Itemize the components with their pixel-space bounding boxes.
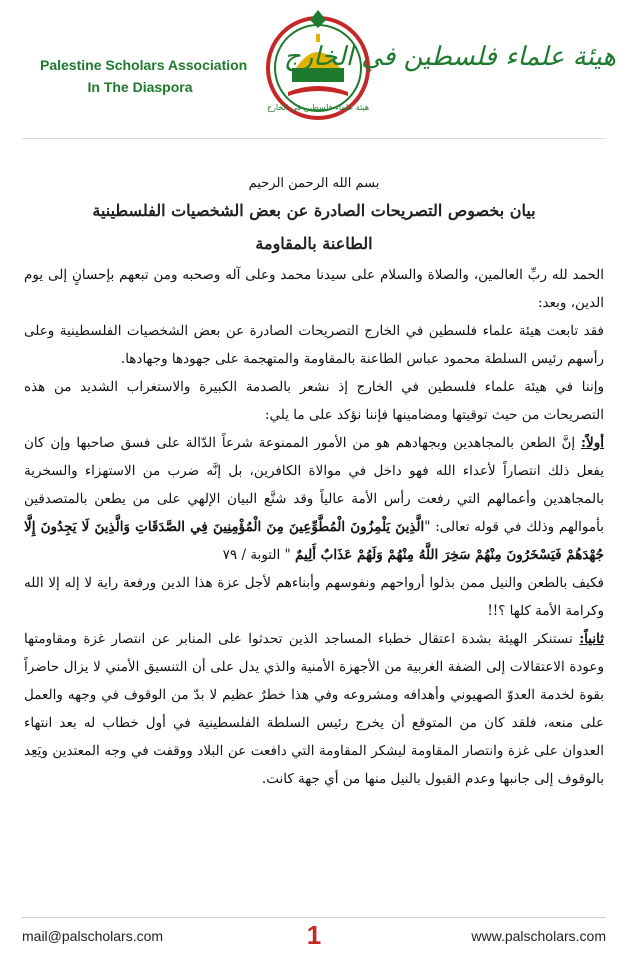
header-divider	[22, 138, 606, 139]
point-first-text: إنَّ الطعن بالمجاهدين وبجهادهم هو من الأمور الممنوعة شرعاً الدّالة على فسق صاحبها وإن كان يفعل ذلك انتصاراً لأعداء الله فهو داخل في موالاة الكافرين، بل إنَّه ضرب من الاستهزاء والسخرية بالمجاهدين وأعمالهم التي رفعت رأس الأمة عالياً وقد شنَّع البيان الإلهي على من يطعن بالمتصدقين بأموالهم وذلك في قوله تعالى: "	[24, 435, 605, 535]
document-body	[24, 261, 604, 793]
basmala: بسم الله الرحمن الرحيم	[248, 176, 380, 191]
paragraph-position: وإننا في هيئة علماء فلسطين في الخارج إذ نشعر بالصدمة الكبيرة والاستغراب الشديد من هذه التصريحات من حيث توقيتها ومضامينها فإننا نؤكد على ما يلي:	[24, 379, 604, 423]
logo-text: هيئة علماء فلسطين في الخارج	[266, 103, 370, 112]
paragraph-statement: فقد تابعت هيئة علماء فلسطين في الخارج التصريحات الصادرة عن بعض الشخصيات الفلسطينية وعلى رأسهم رئيس السلطة محمود عباس الطاعنة بالمقاومة والمتهجمة على جهودها وجهادها.	[24, 323, 604, 367]
point-second	[24, 625, 604, 793]
organization-name-line2: In The Diaspora	[87, 79, 193, 95]
paragraph-question: فكيف بالطعن والنيل ممن بذلوا أرواحهم ونفوسهم وأبناءهم لأجل عزة هذا الدين ورفعة راية لا إله إلا الله وكرامة الأمة كلها ؟!!	[24, 575, 604, 619]
point-first-label: أولاً:	[581, 435, 604, 451]
footer-email: mail@palscholars.com	[22, 928, 164, 944]
page-number: 1	[306, 920, 322, 950]
document-subtitle: الطاعنة بالمقاومة	[255, 234, 373, 253]
organization-name-english	[40, 54, 248, 98]
quran-verse: الَّذِينَ يَلْمِزُونَ الْمُطَّوِّعِينَ مِنَ الْمُؤْمِنِينَ فِي الصَّدَقَاتِ وَالَّذِينَ لَا يَجِدُونَ إِلَّا جُهْدَهُمْ فَيَسْخَرُونَ مِنْهُمْ سَخِرَ اللَّهُ مِنْهُمْ وَلَهُمْ عَذَابٌ أَلِيمٌ	[24, 519, 604, 563]
document-title: بيان بخصوص التصريحات الصادرة عن بعض الشخصيات الفلسطينية	[92, 201, 536, 220]
point-second-label: ثانياً:	[579, 631, 604, 647]
opening-paragraph: الحمد لله ربِّ العالمين، والصلاة والسلام على سيدنا محمد وعلى آله وصحبه ومن تبعهم بإحسانٍ إلى يوم الدين، وبعد:	[24, 267, 604, 311]
point-first	[24, 429, 604, 569]
letterhead	[0, 0, 628, 135]
point-second-text: تستنكر الهيئة بشدة اعتقال خطباء المساجد الذين تحدثوا على المنابر عن انتصار غزة ومقاومتها وعودة الاعتقالات إلى الضفة الغربية من الأجهزة الأمنية والذي يدل على أن التنسيق الأمني لا يزال حاضراً بقوة لخدمة العدوّ الصهيوني وأهدافه ومشروعه وفي هذا خطرٌ عظيم لا بدّ من الوقوف في وجهه والعمل على منعه، فلقد كان من المتوقع أن يخرج رئيس السلطة الفلسطينية في أول خطاب له بعد انتهاء العدوان على غزة وانتصار المقاومة ليشكر المقاومة التي دافعت عن البلاد ووقفت في وجه المعتدين ويَعِد بالوقوف إلى جانبها وعدم القبول بالنيل منها من أي جهة كانت.	[24, 631, 604, 787]
footer-website: www.palscholars.com	[471, 928, 606, 944]
organization-name-arabic-calligraphy: هيئة علماء فلسطين في الخارج	[283, 42, 616, 72]
quran-reference: " التوبة / ٧٩	[222, 547, 291, 563]
organization-name-line1: Palestine Scholars Association	[40, 57, 248, 73]
footer-divider	[22, 917, 606, 918]
